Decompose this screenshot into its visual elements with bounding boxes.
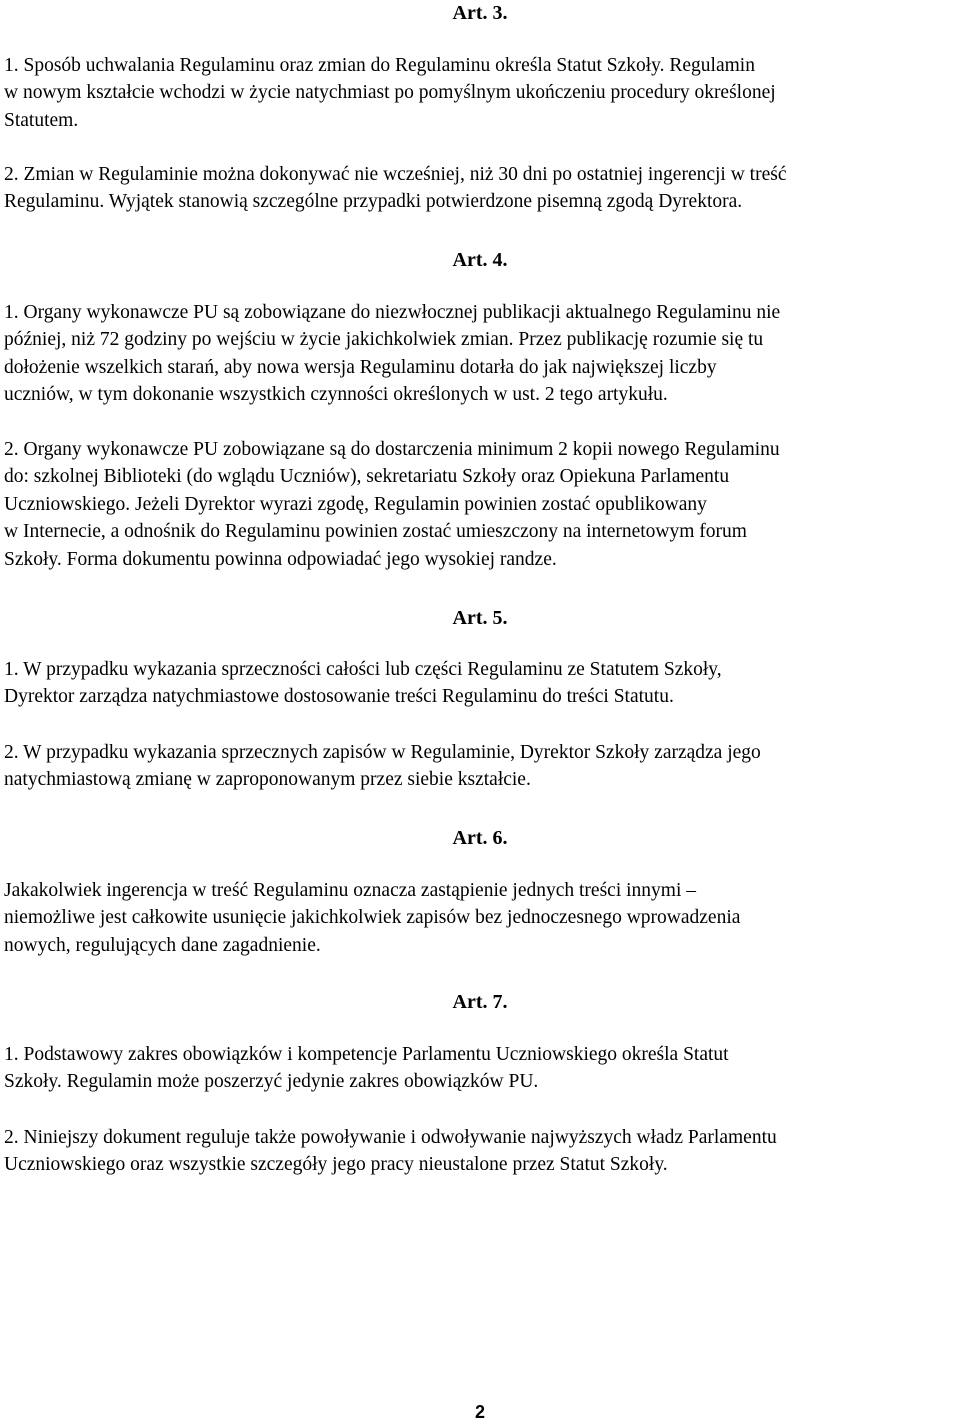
text-line: do: szkolnej Biblioteki (do wglądu Uczniów), sekretariatu Szkoły oraz Opiekuna Parlamentu	[4, 466, 730, 488]
article-7-paragraph-2	[4, 1124, 956, 1179]
text-line: Szkoły. Regulamin może poszerzyć jedynie zakres obowiązków PU.	[4, 1071, 539, 1093]
text-line: 1. W przypadku wykazania sprzeczności całości lub części Regulaminu ze Statutem Szkoły,	[4, 659, 722, 680]
text-line: Szkoły. Forma dokumentu powinna odpowiadać jego wysokiej randze.	[4, 548, 557, 570]
article-6-heading: Art. 6.	[452, 827, 508, 849]
text-line: 2. Zmian w Regulaminie można dokonywać nie wcześniej, niż 30 dni po ostatniej ingerencji w treść	[4, 164, 787, 185]
text-line: w Internecie, a odnośnik do Regulaminu powinien zostać umieszczony na internetowym forum	[4, 521, 747, 543]
text-line: natychmiastową zmianę w zaproponowanym przez siebie kształcie.	[4, 769, 531, 791]
article-4-paragraph-1	[4, 299, 956, 409]
text-line: Uczniowskiego. Jeżeli Dyrektor wyrazi zgodę, Regulamin powinien zostać opublikowany	[4, 493, 707, 515]
article-3-paragraph-2	[4, 161, 956, 216]
text-line: niemożliwe jest całkowite usunięcie jakichkolwiek zapisów bez jednoczesnego wprowadzenia	[4, 907, 741, 929]
text-line: 2. W przypadku wykazania sprzecznych zapisów w Regulaminie, Dyrektor Szkoły zarządza jego	[4, 742, 761, 763]
article-5-paragraph-2	[4, 739, 956, 794]
text-line: w nowym kształcie wchodzi w życie natychmiast po pomyślnym ukończeniu procedury określonej	[4, 82, 776, 104]
text-line: 2. Niniejszy dokument reguluje także powoływanie i odwoływanie najwyższych władz Parlamentu	[4, 1127, 777, 1148]
text-line: 1. Sposób uchwalania Regulaminu oraz zmian do Regulaminu określa Statut Szkoły. Regulamin	[4, 55, 755, 76]
article-3-paragraph-1	[4, 52, 956, 134]
text-line: 2. Organy wykonawcze PU zobowiązane są do dostarczenia minimum 2 kopii nowego Regulaminu	[4, 439, 780, 460]
text-line: później, niż 72 godziny po wejściu w życie jakichkolwiek zmian. Przez publikację rozumie się tu	[4, 329, 764, 351]
text-line: Jakakolwiek ingerencja w treść Regulaminu oznacza zastąpienie jednych treści innymi –	[4, 880, 696, 901]
text-line: Dyrektor zarządza natychmiastowe dostosowanie treści Regulaminu do treści Statutu.	[4, 686, 674, 708]
article-5-paragraph-1	[4, 656, 956, 711]
text-line: Statutem.	[4, 109, 79, 131]
text-line: 1. Podstawowy zakres obowiązków i kompetencje Parlamentu Uczniowskiego określa Statut	[4, 1044, 729, 1065]
text-line: nowych, regulujących dane zagadnienie.	[4, 934, 321, 956]
article-7-heading: Art. 7.	[452, 991, 508, 1013]
article-7-paragraph-1	[4, 1041, 956, 1096]
text-line: uczniów, w tym dokonanie wszystkich czynności określonych w ust. 2 tego artykułu.	[4, 384, 668, 406]
article-3-heading: Art. 3.	[452, 2, 508, 24]
article-6-paragraph-1	[4, 877, 956, 959]
text-line: Regulaminu. Wyjątek stanowią szczególne przypadki potwierdzone pisemną zgodą Dyrektora.	[4, 191, 743, 213]
article-4-heading: Art. 4.	[452, 249, 508, 271]
page-number: 2	[474, 1402, 485, 1422]
text-line: 1. Organy wykonawcze PU są zobowiązane do niezwłocznej publikacji aktualnego Regulaminu nie	[4, 302, 781, 323]
text-line: Uczniowskiego oraz wszystkie szczegóły jego pracy nieustalone przez Statut Szkoły.	[4, 1154, 668, 1176]
text-line: dołożenie wszelkich starań, aby nowa wersja Regulaminu dotarła do jak największej liczby	[4, 356, 717, 378]
article-5-heading: Art. 5.	[452, 607, 508, 629]
article-4-paragraph-2	[4, 436, 956, 573]
